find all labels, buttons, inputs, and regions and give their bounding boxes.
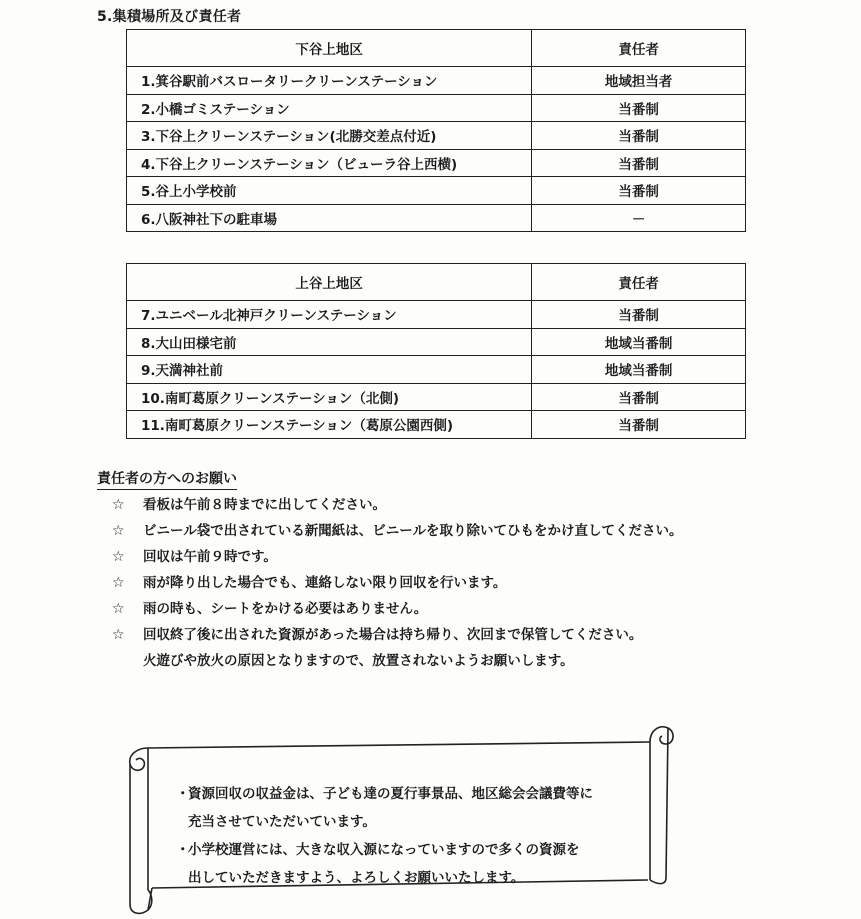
request-text: 雨が降り出した場合でも、連絡しない限り回収を行います。 xyxy=(143,575,507,591)
site-name: 9.天満神社前 xyxy=(127,356,532,384)
request-text: 雨の時も、シートをかける必要はありません。 xyxy=(143,601,428,617)
table-header-row xyxy=(127,30,746,67)
table-row xyxy=(127,94,746,122)
collection-sites-table-shimoyagami xyxy=(126,29,746,232)
table-row xyxy=(127,356,746,384)
requests-list xyxy=(112,492,682,674)
request-text: 火遊びや放火の原因となりますので、放置されないようお願いします。 xyxy=(143,653,574,669)
site-name: 2.小橋ゴミステーション xyxy=(127,94,532,122)
table-row xyxy=(127,67,746,95)
notice-text: 出していただきますよう、よろしくお願いいたします。 xyxy=(188,870,525,886)
notice-scroll-box xyxy=(120,718,680,918)
site-name: 8.大山田様宅前 xyxy=(127,328,532,356)
responsible-person: 当番制 xyxy=(532,94,746,122)
table-row xyxy=(127,301,746,329)
section-title: 5.集積場所及び責任者 xyxy=(97,9,242,25)
column-header-district: 下谷上地区 xyxy=(127,30,532,67)
site-name: 7.ユニベール北神戸クリーンステーション xyxy=(127,301,532,329)
responsible-person: 地域担当者 xyxy=(532,67,746,95)
request-text: 回収終了後に出された資源があった場合は持ち帰り、次回まで保管してください。 xyxy=(143,627,643,643)
table-row xyxy=(127,177,746,205)
site-name: 1.箕谷駅前バスロータリークリーンステーション xyxy=(127,67,532,95)
responsible-person: 地域当番制 xyxy=(532,328,746,356)
responsible-person: 当番制 xyxy=(532,411,746,439)
star-icon: ☆ xyxy=(112,575,125,591)
site-name: 11.南町葛原クリーンステーション（葛原公園西側) xyxy=(127,411,532,439)
responsible-person: 当番制 xyxy=(532,177,746,205)
table-header-row xyxy=(127,264,746,301)
list-item xyxy=(112,622,682,648)
list-item-continuation xyxy=(112,648,682,674)
responsible-person: 当番制 xyxy=(532,383,746,411)
site-name: 10.南町葛原クリーンステーション（北側) xyxy=(127,383,532,411)
responsible-person: 当番制 xyxy=(532,122,746,150)
column-header-district: 上谷上地区 xyxy=(127,264,532,301)
request-text: ビニール袋で出されている新聞紙は、ビニールを取り除いてひもをかけ直してください。 xyxy=(143,523,683,539)
column-header-responsible: 責任者 xyxy=(532,264,746,301)
list-item xyxy=(176,780,593,808)
site-name: 4.下谷上クリーンステーション（ビューラ谷上西横) xyxy=(127,149,532,177)
request-text: 回収は午前９時です。 xyxy=(143,549,277,565)
table-row xyxy=(127,383,746,411)
table-row xyxy=(127,122,746,150)
list-item-continuation xyxy=(176,864,593,892)
notice-list xyxy=(176,780,593,892)
notice-text: 資源回収の収益金は、子ども達の夏行事景品、地区総会会議費等に xyxy=(188,786,593,802)
list-item xyxy=(112,544,682,570)
responsible-person: 当番制 xyxy=(532,301,746,329)
notice-text: 充当させていただいています。 xyxy=(188,814,376,830)
list-item xyxy=(176,836,593,864)
bullet-dot: ・ xyxy=(176,786,190,802)
star-icon: ☆ xyxy=(112,549,125,565)
site-name: 6.八阪神社下の駐車場 xyxy=(127,204,532,232)
request-text: 看板は午前８時までに出してください。 xyxy=(143,497,386,513)
column-header-responsible: 責任者 xyxy=(532,30,746,67)
responsible-person: － xyxy=(532,204,746,232)
table-row xyxy=(127,149,746,177)
list-item xyxy=(112,596,682,622)
list-item-continuation xyxy=(176,808,593,836)
list-item xyxy=(112,518,682,544)
responsible-person: 地域当番制 xyxy=(532,356,746,384)
bullet-dot: ・ xyxy=(176,842,190,858)
requests-heading: 責任者の方へのお願い xyxy=(97,468,237,490)
star-icon: ☆ xyxy=(112,497,125,513)
table-row xyxy=(127,411,746,439)
responsible-person: 当番制 xyxy=(532,149,746,177)
notice-text: 小学校運営には、大きな収入源になっていますので多くの資源を xyxy=(188,842,580,858)
star-icon: ☆ xyxy=(112,601,125,617)
star-icon: ☆ xyxy=(112,627,125,643)
site-name: 3.下谷上クリーンステーション(北勝交差点付近) xyxy=(127,122,532,150)
list-item xyxy=(112,492,682,518)
star-icon: ☆ xyxy=(112,523,125,539)
collection-sites-table-kamiyagami xyxy=(126,263,746,439)
table-row xyxy=(127,328,746,356)
table-row xyxy=(127,204,746,232)
list-item xyxy=(112,570,682,596)
site-name: 5.谷上小学校前 xyxy=(127,177,532,205)
